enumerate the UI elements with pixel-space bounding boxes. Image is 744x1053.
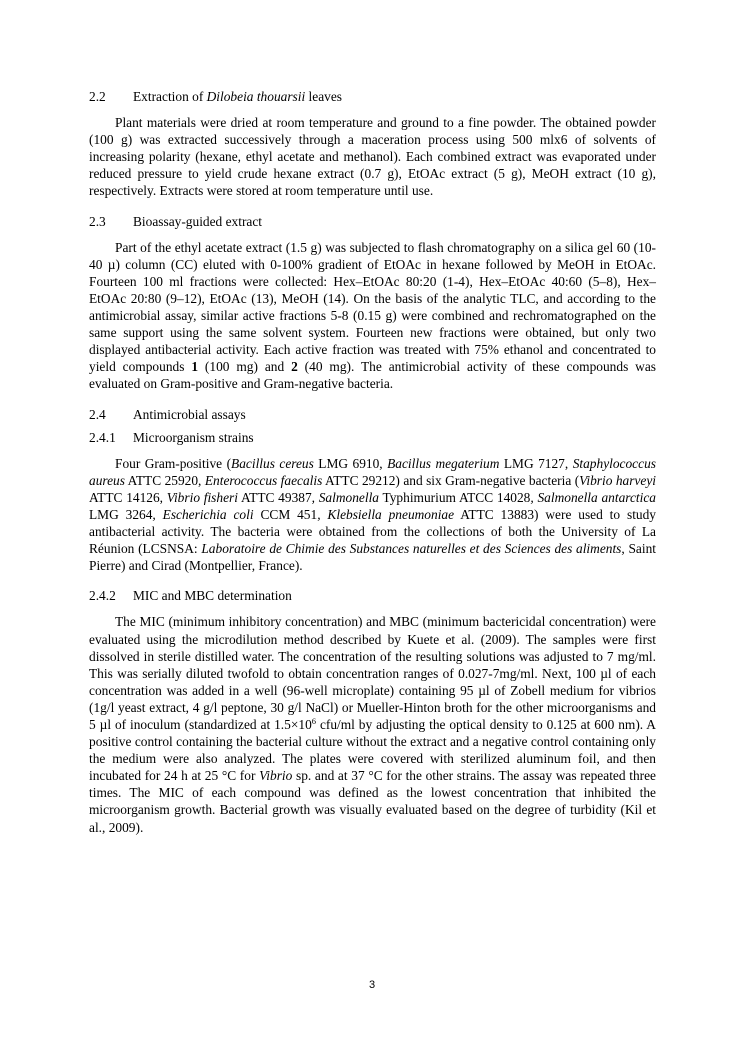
paragraph-bioassay: Part of the ethyl acetate extract (1.5 g) was subjected to flash chromatography on a silica gel 60 (10-40 µ) column (CC) eluted with 0-100% gradient of EtOAc in hexane followed by MeOH in EtOAc. Fourteen 100 ml fractions were collected: Hex–EtOAc 80:20 (1-4), Hex–EtOAc 40:60 (5–8), Hex– EtOAc 20:80 (9–12), EtOAc (13), MeOH (14). On the basis of the analytic TLC, and according to the antimicrobial assay, similar active fractions 5-8 (0.15 g) were combined and rechromatographed on the same support using the same solvent system. Fourteen new fractions were obtained, but only two displayed antibacterial activity. Each active fraction was treated with 75% ethanol and concentrated to yield compounds 1 (100 mg) and 2 (40 mg). The antimicrobial activity of these compounds was evaluated on Gram-positive and Gram-negative bacteria. bbox=[89, 239, 656, 392]
page-number: 3 bbox=[368, 979, 376, 991]
section-number: 2.3 bbox=[89, 213, 106, 229]
section-heading-2-4-1 bbox=[89, 429, 656, 446]
section-heading-2-4-2 bbox=[89, 587, 656, 604]
section-title: Bioassay-guided extract bbox=[133, 213, 263, 229]
section-number: 2.2 bbox=[89, 89, 106, 104]
paragraph-strains: Four Gram-positive (Bacillus cereus LMG 6910, Bacillus megaterium LMG 7127, Staphylococcus aureus ATTC 25920, Enterococcus faecalis ATTC 29212) and six Gram-negative bacteria (Vibrio harveyi ATTC 14126, Vibrio fisheri ATTC 49387, Salmonella Typhimurium ATCC 14028, Salmonella antarctica LMG 3264, Escherichia coli CCM 451, Klebsiella pneumoniae ATTC 13883) were used to study antibacterial activity. The bacteria were obtained from the collections of both the University of La Réunion (LCSNSA: Laboratoire de Chimie des Substances naturelles et des Sciences des aliments, Saint Pierre) and Cirad (Montpellier, France). bbox=[89, 455, 657, 574]
section-title: MIC and MBC determination bbox=[133, 588, 292, 604]
paragraph-mic-mbc: The MIC (minimum inhibitory concentration) and MBC (minimum bactericidal concentration) were evaluated using the microdilution method described by Kuete et al. (2009). The samples were first dissolved in sterile distilled water. The concentration of the resulting solutions was adjusted to 7 mg/ml. This was serially diluted twofold to obtain concentration ranges of 0.027-7mg/ml. Next, 100 µl of each concentration was added in a well (96-well microplate) containing 95 µl of Zobell medium for vibrios (1g/l yeast extract, 4 g/l peptone, 30 g/l NaCl) or Mueller-Hinton broth for the other microorganisms and 5 µl of inoculum (standardized at $1.5\times 10^6$ cfu/ml by adjusting the optical density to 0.125 at 600 nm). A positive control containing the bacterial culture without the extract and a negative control containing only the medium were also analyzed. The plates were covered with sterilized aluminum foil, and then incubated for 24 h at 25 °C for Vibrio sp. and at 37 °C for the other strains. The assay was repeated three times. The MIC of each compound was defined as the lowest concentration that inhibited the microorganism growth. Bacterial growth was visually evaluated based on the degree of turbidity (Kil et al., 2009). bbox=[89, 614, 656, 835]
document-body bbox=[89, 88, 656, 836]
paragraph-extraction: Plant materials were dried at room temperature and ground to a fine powder. The obtained powder (100 g) was extracted successively through a maceration process using 500 mlx6 of solvents of increasing polarity (hexane, ethyl acetate and methanol). Each combined extract was evaporated under reduced pressure to yield crude hexane extract (0.7 g), EtOAc extract (5 g), MeOH extract (10 g), respectively. Extracts were stored at room temperature until use. bbox=[89, 115, 656, 199]
section-heading-2-4 bbox=[89, 406, 656, 423]
section-heading-2-3 bbox=[89, 213, 656, 230]
section-title: Extraction of Dilobeia thouarsii leaves bbox=[133, 89, 343, 104]
section-heading-2-2 bbox=[89, 88, 656, 105]
section-number: 2.4.2 bbox=[89, 588, 116, 604]
section-number: 2.4.1 bbox=[89, 429, 116, 445]
section-title: Microorganism strains bbox=[133, 429, 254, 445]
section-number: 2.4 bbox=[89, 406, 106, 422]
section-title: Antimicrobial assays bbox=[133, 406, 246, 422]
